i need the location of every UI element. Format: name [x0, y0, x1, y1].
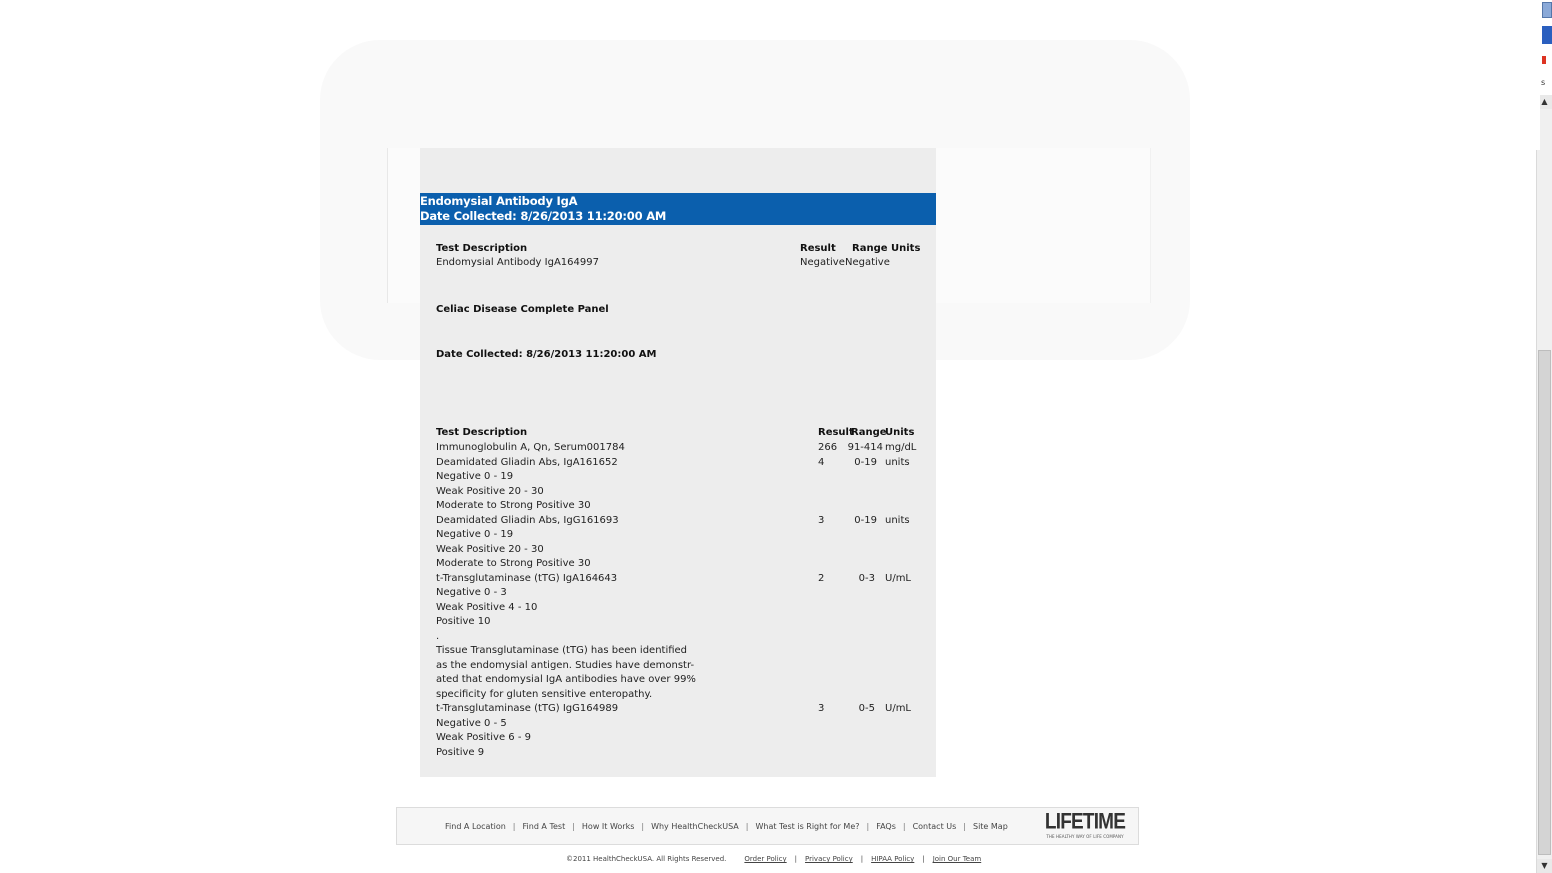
footer-link-how-it-works[interactable]: How It Works [581, 822, 635, 831]
table2-header-result: Result [818, 427, 854, 438]
logo-tagline: THE HEALTHY WAY OF LIFE COMPANY [1046, 834, 1124, 839]
footer-link-find-test[interactable]: Find A Test [522, 822, 566, 831]
nav-separator: | [963, 822, 966, 831]
footer-nav-bar [396, 807, 1139, 845]
table1-header-desc: Test Description [436, 243, 528, 254]
footer-nav [445, 822, 1008, 831]
table2-line: Positive 10 [436, 616, 491, 627]
table2-line: Positive 9 [436, 746, 485, 758]
table2-result: 3 [818, 703, 825, 714]
table2-line: Moderate to Strong Positive 30 [436, 558, 591, 569]
table2-range: 0-19 [854, 456, 877, 468]
table2-line: Deamidated Gliadin Abs, IgG161693 [436, 514, 619, 526]
table2-units: U/mL [885, 703, 912, 714]
bottom-separator: | [922, 855, 925, 863]
window-edge-widget[interactable] [1542, 26, 1552, 44]
banner-title: Endomysial Antibody IgA [420, 194, 578, 208]
table2-line: Negative 0 - 19 [436, 471, 514, 482]
table2-line: as the endomysial antigen. Studies have demonstr- [436, 659, 695, 671]
table2-range: 91-414 [847, 442, 883, 453]
table2-result: 2 [818, 572, 825, 584]
table2-line: Weak Positive 4 - 10 [436, 601, 538, 613]
nav-separator: | [902, 822, 906, 831]
lifetime-logo[interactable] [1040, 812, 1130, 842]
window-edge-letter: s [1541, 78, 1546, 87]
footer-link-what-test[interactable]: What Test is Right for Me? [755, 822, 860, 831]
scroll-down-icon[interactable]: ▼ [1537, 859, 1552, 873]
footer-link-why[interactable]: Why HealthCheckUSA [651, 822, 739, 831]
nav-separator: | [866, 822, 870, 831]
table2-line: Weak Positive 6 - 9 [436, 732, 531, 743]
table2-result: 266 [818, 442, 838, 453]
table2-line: Negative 0 - 5 [436, 717, 507, 729]
table2-range: 0-5 [858, 703, 875, 714]
footer-link-contact[interactable]: Contact Us [912, 822, 957, 831]
panel-date: Date Collected: 8/26/2013 11:20:00 AM [436, 349, 657, 360]
footer-link-find-location[interactable]: Find A Location [445, 822, 506, 831]
table1-header-range: Range [852, 243, 888, 254]
nav-separator: | [745, 822, 749, 831]
table2-units: U/mL [885, 572, 912, 584]
table2-line: t-Transglutaminase (tTG) IgG164989 [436, 703, 619, 714]
nav-separator: | [572, 822, 575, 831]
bottom-separator: | [860, 855, 864, 863]
nav-separator: | [641, 822, 645, 831]
table2-header-desc: Test Description [436, 427, 528, 438]
banner-date: Date Collected: 8/26/2013 11:20:00 AM [420, 209, 667, 223]
table2-line: Negative 0 - 3 [436, 587, 507, 598]
table2-line: Weak Positive 20 - 30 [436, 485, 544, 497]
table2-units: units [885, 456, 910, 468]
table2-line: Tissue Transglutaminase (tTG) has been identified [436, 645, 688, 656]
hipaa-policy-link[interactable]: HIPAA Policy [871, 855, 915, 863]
table2-line: Weak Positive 20 - 30 [436, 543, 544, 555]
report-banner [420, 193, 936, 225]
privacy-policy-link[interactable]: Privacy Policy [805, 855, 853, 863]
table1-row-range: Negative [845, 257, 890, 268]
scrollbar-gap [1536, 95, 1540, 150]
lab-report [420, 148, 936, 777]
join-team-link[interactable]: Join Our Team [932, 855, 982, 863]
footer-link-faqs[interactable]: FAQs [876, 822, 896, 831]
nav-separator: | [512, 822, 516, 831]
vertical-scrollbar[interactable] [1536, 95, 1552, 873]
logo-word: LIFETIME [1044, 810, 1126, 835]
table2-line: Moderate to Strong Positive 30 [436, 500, 591, 511]
table2-result: 3 [818, 514, 825, 526]
table2-units: units [885, 514, 910, 526]
table1-row-desc: Endomysial Antibody IgA164997 [436, 257, 599, 268]
order-policy-link[interactable]: Order Policy [744, 855, 787, 863]
table2-line: Deamidated Gliadin Abs, IgA161652 [436, 456, 618, 468]
footer-bottom [566, 855, 981, 863]
table2-line: . [436, 630, 440, 642]
table2-line: ated that endomysial IgA antibodies have over 99% [436, 674, 696, 685]
window-edge-widget[interactable] [1542, 2, 1552, 18]
scroll-up-icon[interactable]: ▲ [1537, 95, 1552, 109]
table2-line: t-Transglutaminase (tTG) IgA164643 [436, 572, 618, 584]
scrollbar-thumb[interactable] [1538, 350, 1551, 855]
table2-range: 0-19 [854, 514, 877, 526]
table2-result: 4 [818, 456, 825, 468]
table2-units: mg/dL [885, 442, 917, 453]
table2-header-range: Range [851, 427, 887, 438]
panel-title: Celiac Disease Complete Panel [436, 304, 609, 315]
table1-row-result: Negative [800, 257, 845, 268]
table2-line: Immunoglobulin A, Qn, Serum001784 [436, 442, 625, 453]
table2-header-units: Units [885, 427, 915, 438]
table2-line: specificity for gluten sensitive enteropathy. [436, 688, 653, 700]
window-edge-marker [1542, 56, 1546, 64]
table1-header-units: Units [891, 243, 921, 254]
table2-line: Negative 0 - 19 [436, 529, 514, 540]
table2-range: 0-3 [858, 572, 875, 584]
copyright-text: ©2011 HealthCheckUSA. All Rights Reserved. [566, 855, 727, 863]
table1-header-result: Result [800, 243, 836, 254]
bottom-separator: | [794, 855, 798, 863]
footer-link-sitemap[interactable]: Site Map [972, 822, 1008, 831]
